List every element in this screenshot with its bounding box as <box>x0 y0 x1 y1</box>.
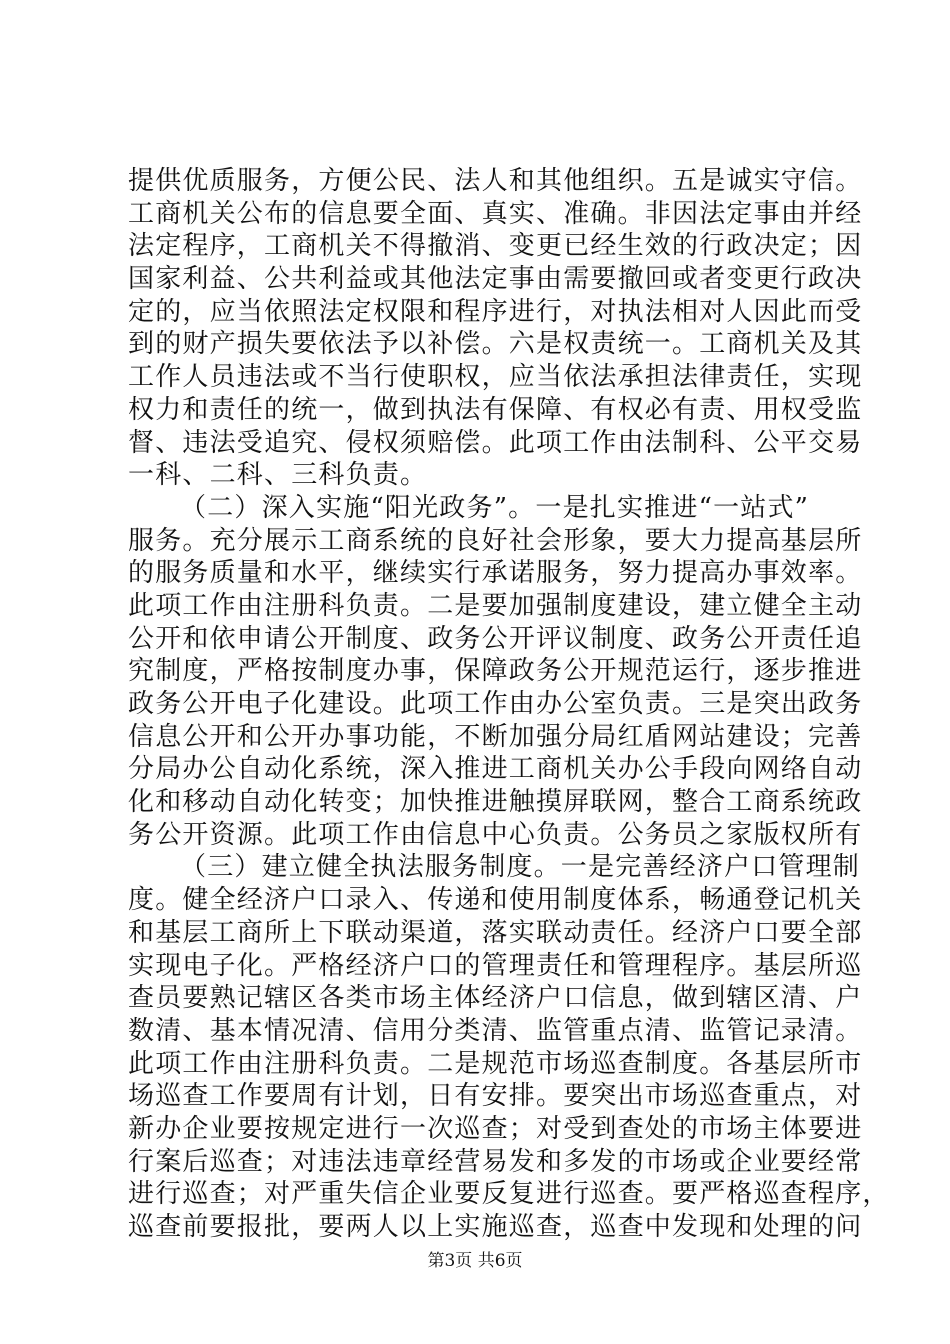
text-line: 度。健全经济户口录入、传递和使用制度体系，畅通登记机关 <box>128 885 863 916</box>
text-line: 一科、二科、三科负责。 <box>128 460 428 491</box>
section-heading-line: （三）建立健全执法服务制度。一是完善经济户口管理制 <box>180 852 861 883</box>
text-line: 的服务质量和水平，继续实行承诺服务，努力提高办事效率。 <box>128 558 863 589</box>
text-line: 和基层工商所上下联动渠道，落实联动责任。经济户口要全部 <box>128 917 863 948</box>
text-line: 行案后巡查；对违法违章经营易发和多发的市场或企业要经常 <box>128 1146 863 1177</box>
text-line: 此项工作由注册科负责。二是规范市场巡查制度。各基层所市 <box>128 1048 863 1079</box>
section-heading-line: （二）深入实施“阳光政务”。一是扎实推进“一站式” <box>180 492 810 523</box>
text-line: 权力和责任的统一，做到执法有保障、有权必有责、用权受监 <box>128 394 863 425</box>
text-line: 政务公开电子化建设。此项工作由办公室负责。三是突出政务 <box>128 689 863 719</box>
text-line: 信息公开和公开办事功能，不断加强分局红盾网站建设；完善 <box>128 721 863 752</box>
text-line: 进行巡查；对严重失信企业要反复进行巡查。要严格巡查程序， <box>128 1179 890 1210</box>
text-line: 巡查前要报批，要两人以上实施巡查，巡查中发现和处理的问 <box>128 1212 863 1242</box>
text-line: 定的，应当依照法定权限和程序进行，对执法相对人因此而受 <box>128 296 863 327</box>
text-line: 国家利益、公共利益或其他法定事由需要撤回或者变更行政决 <box>128 264 863 295</box>
text-line: 提供优质服务，方便公民、法人和其他组织。五是诚实守信。 <box>128 166 863 196</box>
text-line: 公开和依申请公开制度、政务公开评议制度、政务公开责任追 <box>128 623 863 654</box>
body-text <box>128 165 890 1244</box>
page-footer: 第3页 共6页 <box>427 1251 523 1271</box>
text-line: 务公开资源。此项工作由信息中心负责。公务员之家版权所有 <box>128 819 863 850</box>
text-line: 究制度，严格按制度办事，保障政务公开规范运行，逐步推进 <box>128 656 863 687</box>
text-line: 督、违法受追究、侵权须赔偿。此项工作由法制科、公平交易 <box>128 427 863 458</box>
text-line: 查员要熟记辖区各类市场主体经济户口信息，做到辖区清、户 <box>128 983 863 1014</box>
text-line: 场巡查工作要周有计划，日有安排。要突出市场巡查重点，对 <box>128 1081 863 1112</box>
text-line: 工作人员违法或不当行使职权，应当依法承担法律责任，实现 <box>128 362 863 393</box>
text-line: 数清、基本情况清、信用分类清、监管重点清、监管记录清。 <box>128 1015 863 1046</box>
text-line: 此项工作由注册科负责。二是要加强制度建设，建立健全主动 <box>128 590 863 621</box>
text-line: 新办企业要按规定进行一次巡查；对受到查处的市场主体要进 <box>128 1113 863 1144</box>
text-line: 到的财产损失要依法予以补偿。六是权责统一。工商机关及其 <box>128 329 863 360</box>
text-line: 服务。充分展示工商系统的良好社会形象，要大力提高基层所 <box>128 525 863 556</box>
text-line: 工商机关公布的信息要全面、真实、准确。非因法定事由并经 <box>128 198 863 229</box>
text-line: 分局办公自动化系统，深入推进工商机关办公手段向网络自动 <box>128 754 863 785</box>
text-line: 法定程序，工商机关不得撤消、变更已经生效的行政决定；因 <box>128 231 863 262</box>
text-line: 化和移动自动化转变；加快推进触摸屏联网，整合工商系统政 <box>128 787 863 818</box>
text-line: 实现电子化。严格经济户口的管理责任和管理程序。基层所巡 <box>128 950 863 981</box>
